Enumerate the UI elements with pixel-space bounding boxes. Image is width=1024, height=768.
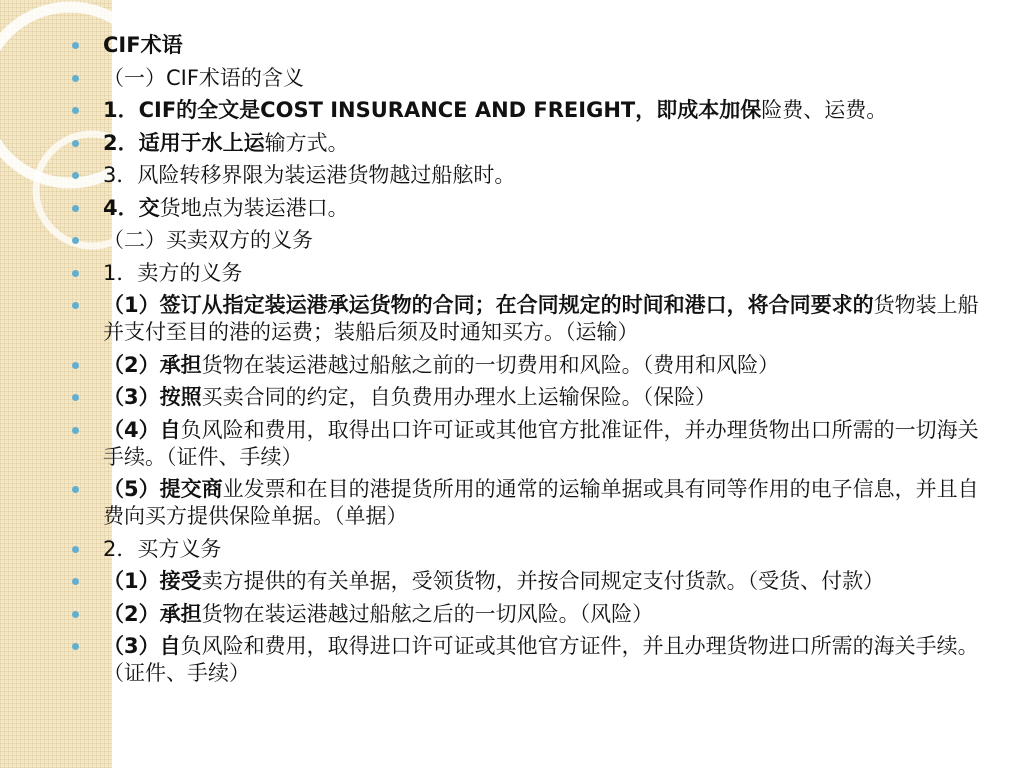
- bullet-icon: [72, 643, 79, 650]
- bullet-icon: [72, 270, 79, 277]
- bullet-text: 业发票和在目的港提货所用的通常的运输单据或具有同等作用的电子信息，并且自费向买方提供保险单据。（单据）: [103, 477, 979, 528]
- bullet-icon: [72, 394, 79, 401]
- bullet-text: 货物在装运港越过船舷之后的一切风险。（风险）: [201, 601, 654, 626]
- bullet-icon: [72, 427, 79, 434]
- bullet-bold-text: （3）按照: [103, 385, 202, 409]
- bullet-text: 货物在装运港越过船舷之前的一切费用和风险。（费用和风险）: [201, 352, 780, 377]
- bullet-item: [72, 536, 992, 563]
- bullet-item: [72, 32, 992, 59]
- bullet-item: [72, 417, 992, 471]
- slide-content: [72, 32, 992, 693]
- bullet-icon: [72, 107, 79, 114]
- bullet-icon: [72, 611, 79, 618]
- bullet-icon: [72, 486, 79, 493]
- bullet-text: 货物装上船并支付至目的港的运费；装船后须及时通知买方。（运输）: [103, 293, 979, 344]
- bullet-icon: [72, 362, 79, 369]
- bullet-icon: [72, 172, 79, 179]
- bullet-text: 负风险和费用，取得进口许可证或其他官方证件，并且办理货物进口所需的海关手续。（证件、手续）: [103, 634, 979, 685]
- bullet-bold-text: （2）承担: [103, 352, 202, 377]
- bullet-text: （一）CIF术语的含义: [103, 65, 304, 90]
- bullet-text: 险费、运费。: [761, 98, 888, 122]
- bullet-bold-text: （4）自: [103, 417, 181, 442]
- bullet-text: （二）买卖双方的义务: [103, 228, 313, 252]
- bullet-item: [72, 601, 992, 628]
- bullet-icon: [72, 42, 79, 49]
- bullet-item: [72, 476, 992, 530]
- bullet-item: [72, 292, 992, 346]
- bullet-bold-text: （1）接受: [103, 569, 202, 593]
- bullet-bold-text: 4．交: [103, 195, 160, 220]
- bullet-text: 货地点为装运港口。: [159, 195, 349, 220]
- bullet-icon: [72, 140, 79, 147]
- bullet-bold-text: （3）自: [103, 634, 181, 658]
- bullet-bold-text: （5）提交商: [103, 477, 223, 501]
- bullet-item: [72, 633, 992, 687]
- bullet-text: 2．买方义务: [103, 536, 222, 561]
- bullet-bold-text: 1．CIF的全文是COST INSURANCE AND FREIGHT，即成本加保: [103, 98, 762, 122]
- bullet-icon: [72, 237, 79, 244]
- bullet-icon: [72, 302, 79, 309]
- bullet-item: [72, 162, 992, 189]
- bullet-icon: [72, 75, 79, 82]
- bullet-text: 卖方提供的有关单据，受领货物，并按合同规定支付货款。（受货、付款）: [201, 569, 885, 593]
- bullet-text: 3．风险转移界限为装运港货物越过船舷时。: [103, 163, 516, 187]
- bullet-text: 买卖合同的约定，自负费用办理水上运输保险。（保险）: [201, 385, 717, 409]
- bullet-item: [72, 227, 992, 254]
- bullet-item: [72, 384, 992, 411]
- bullet-item: [72, 97, 992, 124]
- bullet-item: [72, 195, 992, 222]
- bullet-bold-text: CIF术语: [103, 33, 183, 57]
- bullet-text: 负风险和费用，取得出口许可证或其他官方批准证件，并办理货物出口所需的一切海关手续。（证件、手续）: [103, 417, 979, 469]
- bullet-icon: [72, 546, 79, 553]
- bullet-icon: [72, 205, 79, 212]
- bullet-item: [72, 568, 992, 595]
- bullet-item: [72, 260, 992, 287]
- bullet-text: 输方式。: [264, 130, 349, 155]
- bullet-item: [72, 65, 992, 92]
- bullet-bold-text: （1）签订从指定装运港承运货物的合同；在合同规定的时间和港口，将合同要求的: [103, 293, 874, 317]
- bullet-bold-text: 2．适用于水上运: [103, 130, 265, 155]
- bullet-text: 1．卖方的义务: [103, 260, 243, 285]
- bullet-item: [72, 130, 992, 157]
- bullet-bold-text: （2）承担: [103, 601, 202, 626]
- bullet-icon: [72, 578, 79, 585]
- bullet-item: [72, 352, 992, 379]
